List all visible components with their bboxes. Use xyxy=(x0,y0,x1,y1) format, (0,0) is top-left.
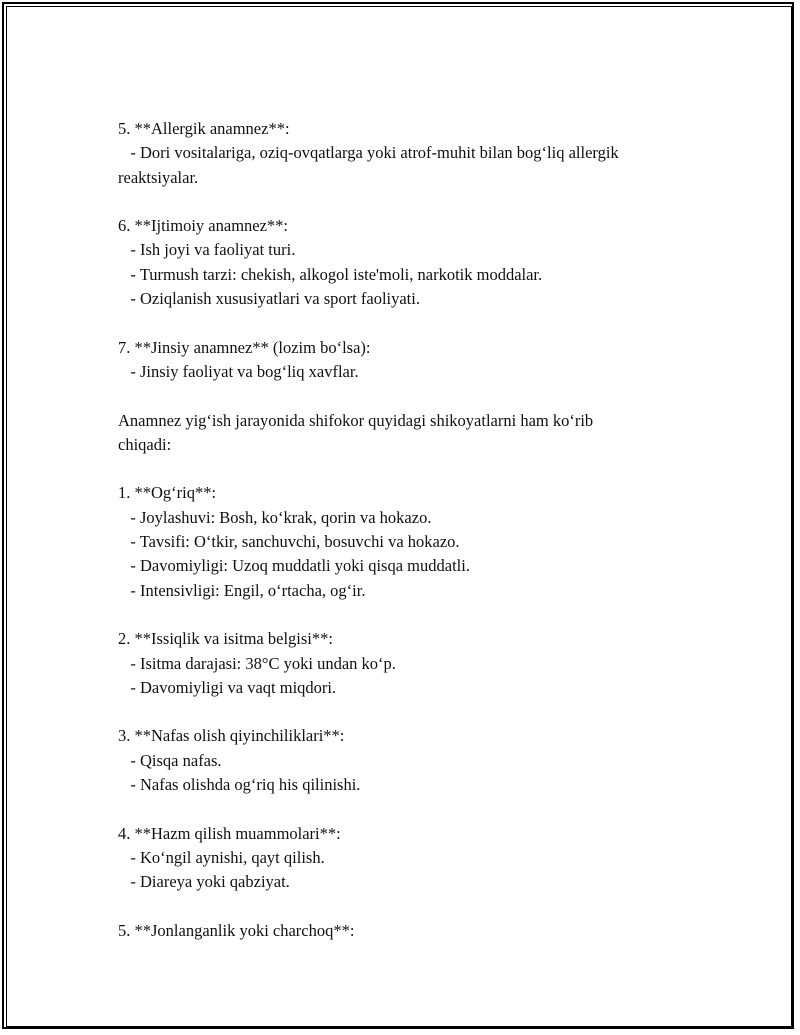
text-line: 4. **Hazm qilish muammolari**: xyxy=(118,823,341,843)
blank-line xyxy=(118,603,698,627)
text-line: - Joylashuvi: Bosh, ko‘krak, qorin va hokazo. xyxy=(118,507,432,527)
blank-line xyxy=(118,311,698,335)
text-line: - Davomiyligi: Uzoq muddatli yoki qisqa muddatli. xyxy=(118,556,470,576)
text-line: - Davomiyligi va vaqt miqdori. xyxy=(118,677,337,697)
text-line: - Dori vositalariga, oziq-ovqatlarga yoki atrof-muhit bilan bog‘liq allergik xyxy=(118,143,619,163)
text-line: 2. **Issiqlik va isitma belgisi**: xyxy=(118,629,333,649)
text-line: - Tavsifi: O‘tkir, sanchuvchi, bosuvchi va hokazo. xyxy=(118,532,460,552)
text-line: - Intensivligi: Engil, o‘rtacha, og‘ir. xyxy=(118,580,366,600)
blank-line xyxy=(118,384,698,408)
text-line: chiqadi: xyxy=(118,434,172,454)
text-line: 5. **Jonlanganlik yoki charchoq**: xyxy=(118,920,355,940)
blank-line xyxy=(118,700,698,724)
text-line: 7. **Jinsiy anamnez** (lozim bo‘lsa): xyxy=(118,337,371,357)
text-line: - Turmush tarzi: chekish, alkogol iste'moli, narkotik moddalar. xyxy=(118,264,543,284)
text-line: reaktsiyalar. xyxy=(118,167,199,187)
text-line: - Jinsiy faoliyat va bog‘liq xavflar. xyxy=(118,361,359,381)
text-line: 1. **Og‘riq**: xyxy=(118,483,217,503)
text-line: - Nafas olishda og‘riq his qilinishi. xyxy=(118,775,361,795)
blank-line xyxy=(118,190,698,214)
blank-line xyxy=(118,457,698,481)
text-line: - Qisqa nafas. xyxy=(118,750,222,770)
document-body xyxy=(118,117,698,943)
text-line: - Ish joyi va faoliyat turi. xyxy=(118,240,296,260)
blank-line xyxy=(118,895,698,919)
text-line: 5. **Allergik anamnez**: xyxy=(118,119,290,138)
text-line: Anamnez yig‘ish jarayonida shifokor quyidagi shikoyatlarni ham ko‘rib xyxy=(118,410,594,430)
text-line: - Isitma darajasi: 38°C yoki undan ko‘p. xyxy=(118,653,396,673)
text-line: - Diareya yoki qabziyat. xyxy=(118,872,290,892)
text-line: - Oziqlanish xususiyatlari va sport faoliyati. xyxy=(118,289,420,309)
text-line: 6. **Ijtimoiy anamnez**: xyxy=(118,216,289,236)
blank-line xyxy=(118,797,698,821)
text-line: 3. **Nafas olish qiyinchiliklari**: xyxy=(118,726,345,746)
text-line: - Ko‘ngil aynishi, qayt qilish. xyxy=(118,847,325,867)
